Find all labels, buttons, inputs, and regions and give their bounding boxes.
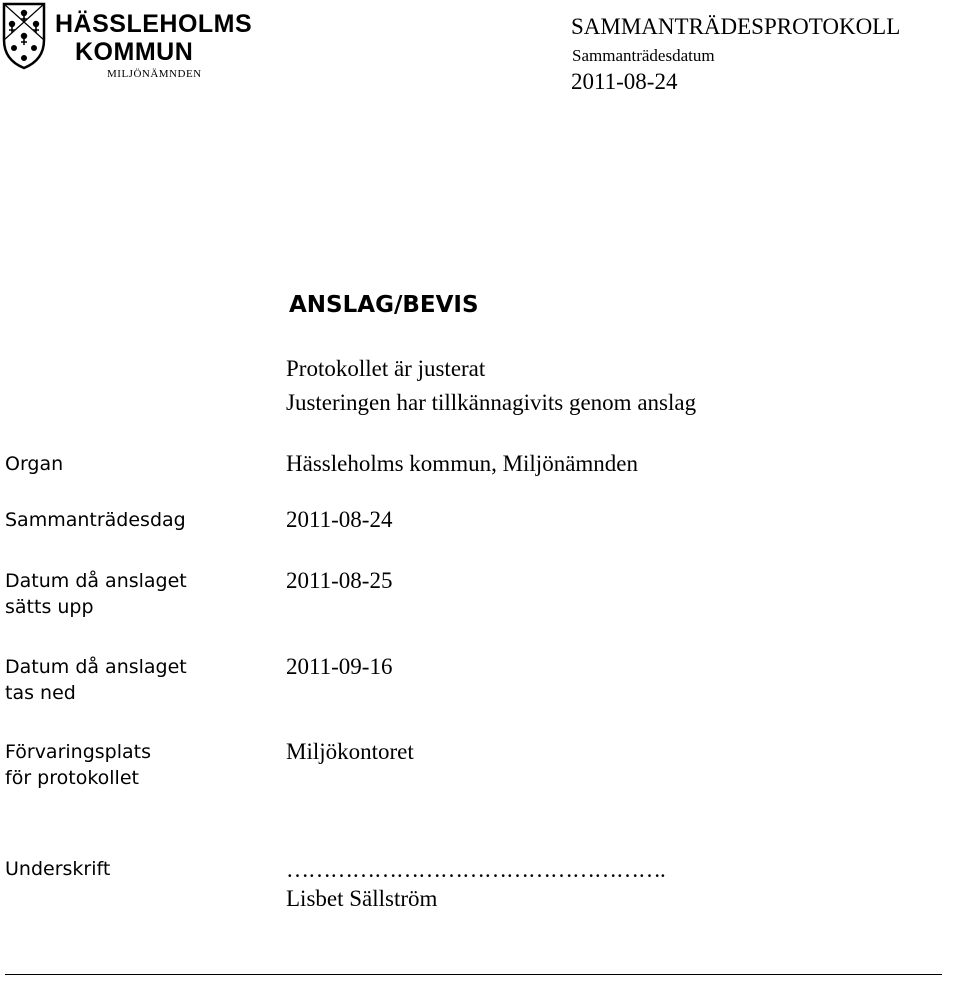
removed-label-line2: tas ned	[5, 682, 76, 704]
intro-line-justified: Protokollet är justerat	[286, 356, 486, 381]
meeting-date-value: 2011-08-24	[571, 69, 678, 94]
organ-value: Hässleholms kommun, Miljönämnden	[286, 451, 639, 476]
removed-value: 2011-09-16	[286, 654, 393, 679]
intro-line-announced: Justeringen har tillkännagivits genom anslag	[286, 390, 697, 415]
meeting-day-value: 2011-08-24	[286, 507, 393, 532]
storage-value: Miljökontoret	[286, 739, 414, 764]
org-name-line2: KOMMUN	[75, 38, 194, 66]
meeting-date-label: Sammanträdesdatum	[572, 46, 715, 65]
storage-label-line1: Förvaringsplats	[5, 741, 151, 763]
storage-label	[5, 739, 151, 791]
signatory-name: Lisbet Sällström	[286, 886, 438, 911]
posted-value: 2011-08-25	[286, 568, 393, 593]
organ-label: Organ	[5, 453, 64, 475]
signature-line: …………………………………………….	[286, 857, 665, 882]
removed-label-line1: Datum då anslaget	[5, 656, 187, 678]
municipal-crest-logo	[2, 2, 46, 70]
document-type: SAMMANTRÄDESPROTOKOLL	[571, 14, 901, 39]
posted-label	[5, 568, 187, 620]
storage-label-line2: för protokollet	[5, 767, 139, 789]
page-title: ANSLAG/BEVIS	[289, 292, 479, 318]
org-name-line1: HÄSSLEHOLMS	[55, 10, 253, 38]
bottom-divider	[5, 974, 942, 975]
signature-label: Underskrift	[5, 858, 111, 880]
org-department: MILJÖNÄMNDEN	[107, 68, 202, 80]
posted-label-line1: Datum då anslaget	[5, 570, 187, 592]
removed-label	[5, 654, 187, 706]
org-name	[55, 10, 252, 66]
meeting-day-label: Sammanträdesdag	[5, 509, 186, 531]
posted-label-line2: sätts upp	[5, 596, 94, 618]
